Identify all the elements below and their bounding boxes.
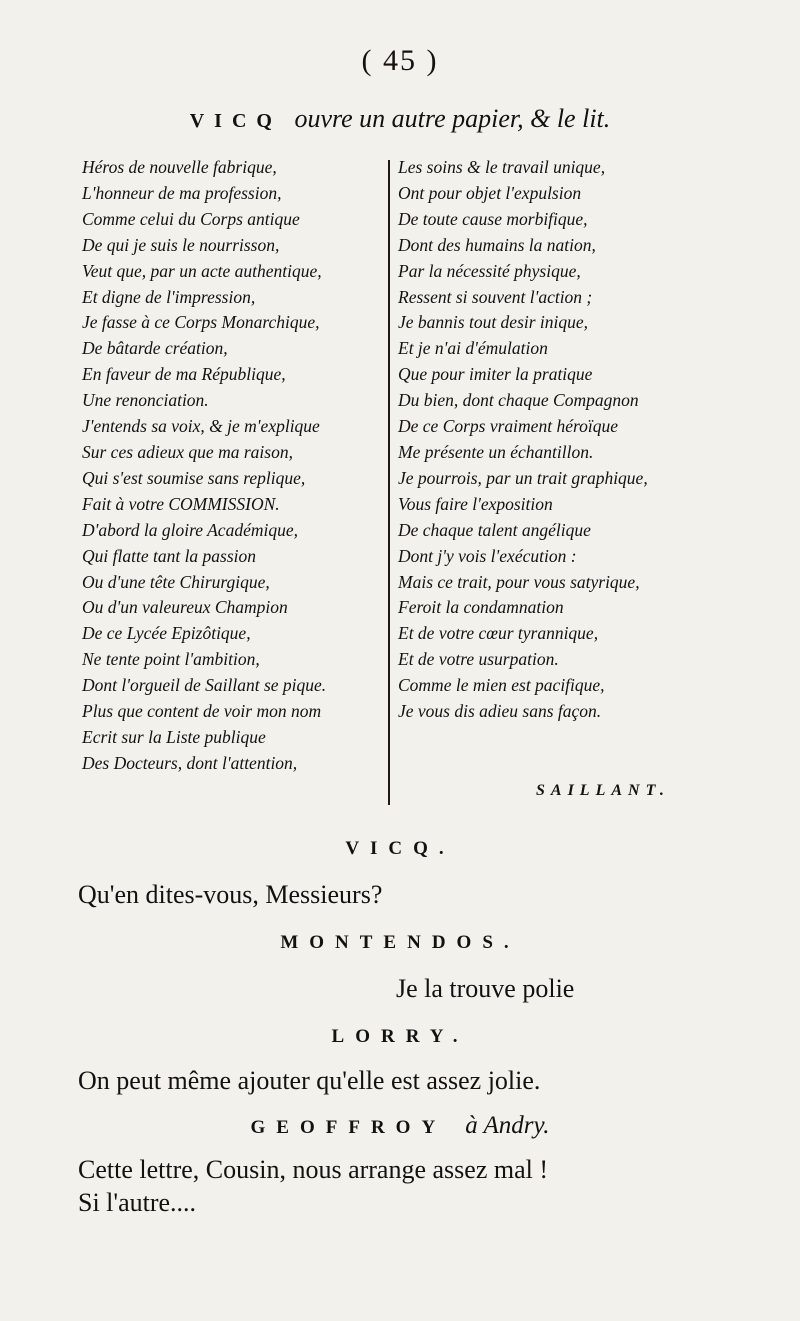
poem-line: Me présente un échantillon.	[398, 441, 594, 462]
poem-line: Ont pour objet l'expulsion	[398, 182, 582, 203]
poem-line: Et de votre cœur tyrannique,	[398, 623, 599, 644]
poem-line: Vous faire l'exposition	[398, 493, 553, 514]
stage-direction: à Andry.	[465, 1112, 550, 1139]
poem-line: Ne tente point l'ambition,	[82, 649, 260, 670]
poem-line: Ou d'une tête Chirurgique,	[82, 571, 270, 592]
poem-line: Qui s'est soumise sans replique,	[82, 467, 306, 488]
poem-line: Mais ce trait, pour vous satyrique,	[398, 571, 640, 592]
column-divider	[388, 160, 390, 805]
poem-line: Du bien, dont chaque Compagnon	[398, 390, 639, 411]
poem-line: Je fasse à ce Corps Monarchique,	[82, 312, 320, 333]
poem-line: Des Docteurs, dont l'attention,	[82, 752, 298, 773]
poem-line: Je vous dis adieu sans façon.	[398, 701, 602, 722]
poem-line: De chaque talent angélique	[398, 519, 591, 540]
poem-line: Ressent si souvent l'action ;	[398, 286, 593, 307]
poem-line: Héros de nouvelle fabrique,	[82, 157, 277, 177]
poem-line: Veut que, par un acte authentique,	[82, 260, 322, 281]
poem-line: Feroit la condamnation	[398, 597, 564, 618]
poem-line: De toute cause morbifique,	[398, 208, 588, 229]
poem-line: J'entends sa voix, & je m'explique	[82, 416, 320, 437]
poem-line: Je bannis tout desir inique,	[398, 312, 589, 333]
dialogue-line: Je la trouve polie	[396, 974, 575, 1003]
poem-line: Une renonciation.	[82, 390, 209, 411]
poem-line: Et de votre usurpation.	[398, 649, 559, 670]
dialogue-line: Si l'autre....	[78, 1188, 197, 1217]
poem-right-column	[398, 155, 708, 725]
poem-line: Les soins & le travail unique,	[398, 157, 606, 177]
poem-line: D'abord la gloire Académique,	[82, 519, 298, 540]
poem-line: De ce Corps vraiment héroïque	[398, 416, 618, 437]
stage-heading	[0, 104, 800, 134]
poem-line: Et digne de l'impression,	[82, 286, 256, 307]
poem-left-column	[82, 155, 384, 777]
signature: SAILLANT.	[536, 782, 670, 799]
page-number: ( 45 )	[361, 44, 439, 77]
poem-line: De bâtarde création,	[82, 338, 228, 359]
poem-line: Fait à votre COMMISSION.	[82, 493, 280, 514]
poem-line: Qui flatte tant la passion	[82, 545, 257, 566]
poem-line: Par la nécessité physique,	[398, 260, 581, 281]
poem-line: Dont j'y vois l'exécution :	[398, 545, 577, 566]
poem-line: Je pourrois, par un trait graphique,	[398, 467, 648, 488]
poem-line: De ce Lycée Epizôtique,	[82, 623, 251, 644]
poem-line: En faveur de ma République,	[82, 364, 286, 385]
poem-line: Ecrit sur la Liste publique	[82, 726, 266, 747]
poem-line: L'honneur de ma profession,	[82, 182, 282, 203]
speaker-heading	[0, 1112, 800, 1140]
poem-line: Dont des humains la nation,	[398, 234, 596, 255]
speaker-name: MONTENDOS.	[280, 932, 520, 953]
poem-line: Dont l'orgueil de Saillant se pique.	[82, 675, 327, 696]
poem-line: Comme le mien est pacifique,	[398, 675, 605, 696]
speaker-name: GEOFFROY	[250, 1117, 446, 1138]
poem-line: Sur ces adieux que ma raison,	[82, 441, 293, 462]
heading-direction: ouvre un autre papier, & le lit.	[294, 104, 611, 133]
poem-line: Plus que content de voir mon nom	[82, 701, 322, 722]
dialogue-line: On peut même ajouter qu'elle est assez jolie.	[78, 1066, 541, 1095]
dialogue-line: Qu'en dites-vous, Messieurs?	[78, 880, 383, 909]
speaker-name: VICQ.	[345, 838, 455, 859]
poem-line: Et je n'ai d'émulation	[398, 338, 548, 359]
dialogue-line: Cette lettre, Cousin, nous arrange assez mal !	[78, 1155, 549, 1184]
heading-speaker: VICQ	[189, 110, 282, 132]
poem-line: Ou d'un valeureux Champion	[82, 597, 288, 618]
speaker-name: LORRY.	[331, 1026, 469, 1047]
poem-line: De qui je suis le nourrisson,	[82, 234, 280, 255]
poem-line: Que pour imiter la pratique	[398, 364, 593, 385]
poem-line: Comme celui du Corps antique	[82, 208, 300, 229]
